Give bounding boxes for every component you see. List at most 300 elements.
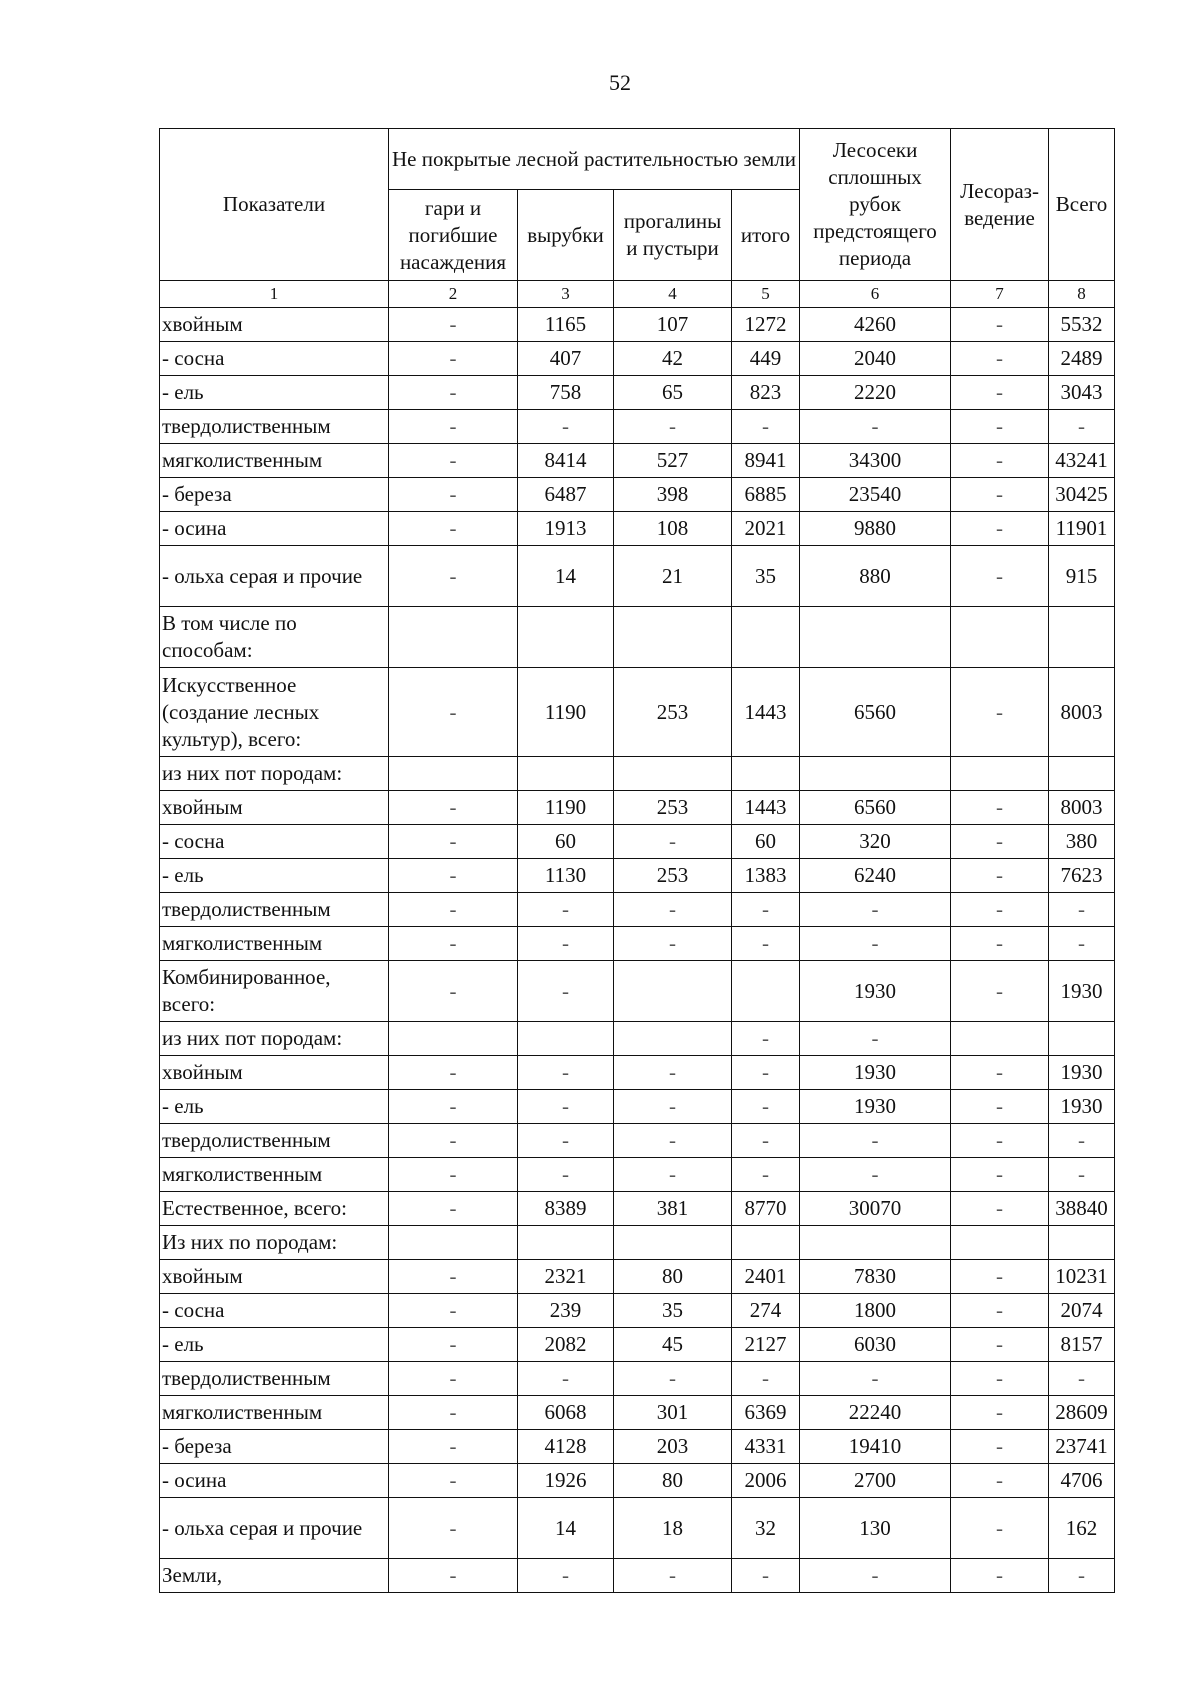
header-subtotal: итого [732,190,800,281]
table-row [160,668,1115,757]
table-row [160,444,1115,478]
table-cell: - [951,961,1049,1022]
table-cell [389,607,518,668]
header-clearings: вырубки [518,190,614,281]
table-cell: - [389,668,518,757]
table-cell: 2700 [800,1464,951,1498]
table-cell: - [518,961,614,1022]
table-cell: 823 [732,376,800,410]
row-label: - сосна [160,825,389,859]
table-cell: - [389,342,518,376]
table-cell: - [951,859,1049,893]
page-number: 52 [609,70,631,95]
table-cell [951,1226,1049,1260]
table-cell: - [800,1559,951,1593]
table-cell: - [951,1430,1049,1464]
table-row [160,308,1115,342]
table-cell: - [614,1090,732,1124]
table-cell: 6068 [518,1396,614,1430]
column-number-row [160,281,1115,308]
table-cell: - [800,1022,951,1056]
row-label: Естественное, всего: [160,1192,389,1226]
table-cell: 1190 [518,791,614,825]
table-cell: 2006 [732,1464,800,1498]
row-label: - сосна [160,342,389,376]
table-cell: - [732,1056,800,1090]
table-cell: - [518,410,614,444]
table-cell: 107 [614,308,732,342]
row-label: - ель [160,1090,389,1124]
column-number: 8 [1049,281,1115,308]
table-cell: 28609 [1049,1396,1115,1430]
table-cell [518,757,614,791]
row-label: твердолиственным [160,893,389,927]
table-cell: 42 [614,342,732,376]
table-cell: - [518,893,614,927]
table-cell: - [732,1022,800,1056]
table-cell: 30425 [1049,478,1115,512]
table-cell: - [518,1124,614,1158]
table-cell: - [614,1362,732,1396]
table-cell: - [614,893,732,927]
table-cell: - [951,1362,1049,1396]
table-cell: 80 [614,1464,732,1498]
table-cell [800,757,951,791]
table-cell: - [518,1362,614,1396]
table-cell: - [518,927,614,961]
table-cell: 239 [518,1294,614,1328]
table-cell: 23741 [1049,1430,1115,1464]
table-cell: 274 [732,1294,800,1328]
table-cell: 203 [614,1430,732,1464]
table-cell: 1930 [800,1090,951,1124]
table-cell: - [614,927,732,961]
table-row [160,1396,1115,1430]
table-cell: - [800,1362,951,1396]
table-cell: 32 [732,1498,800,1559]
column-number: 7 [951,281,1049,308]
table-row [160,1022,1115,1056]
row-label: - ольха серая и прочие [160,1498,389,1559]
table-cell: - [389,1430,518,1464]
table-cell: - [951,410,1049,444]
table-row [160,1362,1115,1396]
forest-regeneration-table [159,128,1115,1593]
row-label: твердолиственным [160,1362,389,1396]
table-cell: 43241 [1049,444,1115,478]
table-row [160,1430,1115,1464]
table-cell: - [614,1158,732,1192]
table-cell [951,757,1049,791]
table-cell: - [389,1294,518,1328]
table-cell: - [951,342,1049,376]
table-cell: - [800,1158,951,1192]
table-cell: 60 [732,825,800,859]
table-cell: - [614,1124,732,1158]
table-cell: 8770 [732,1192,800,1226]
row-label: Земли, [160,1559,389,1593]
table-cell: 1930 [1049,961,1115,1022]
table-cell: 1443 [732,668,800,757]
table-cell: - [518,1559,614,1593]
table-cell: 2401 [732,1260,800,1294]
table-cell: - [951,376,1049,410]
table-cell: 45 [614,1328,732,1362]
table-row [160,1559,1115,1593]
table-cell: - [951,1498,1049,1559]
table-cell: - [951,1158,1049,1192]
row-label: мягколиственным [160,1396,389,1430]
table-cell: - [951,825,1049,859]
row-label: - ель [160,1328,389,1362]
table-cell: 1272 [732,308,800,342]
table-cell: - [1049,927,1115,961]
table-cell: - [389,410,518,444]
table-cell: - [614,825,732,859]
table-cell [389,757,518,791]
table-row [160,961,1115,1022]
row-label: твердолиственным [160,1124,389,1158]
table-cell: 1930 [800,961,951,1022]
row-label: мягколиственным [160,1158,389,1192]
table-cell: 449 [732,342,800,376]
table-row [160,1158,1115,1192]
table-cell: 18 [614,1498,732,1559]
table-row [160,342,1115,376]
table-cell: - [389,791,518,825]
header-cutting-areas: Лесосеки сплошных рубок предстоящего периода [800,129,951,281]
table-cell: 23540 [800,478,951,512]
table-cell: - [732,927,800,961]
table-cell: 22240 [800,1396,951,1430]
table-row [160,1260,1115,1294]
table-cell: - [951,478,1049,512]
header-forest-breeding: Лесораз-ведение [951,129,1049,281]
table-cell: 8157 [1049,1328,1115,1362]
table-cell: - [951,1090,1049,1124]
table-cell: - [389,512,518,546]
table-cell: - [951,1328,1049,1362]
table-cell: 9880 [800,512,951,546]
table-cell: - [389,1559,518,1593]
table-cell: 1930 [1049,1090,1115,1124]
table-cell: - [518,1090,614,1124]
table-cell: - [389,546,518,607]
table-cell: 1383 [732,859,800,893]
table-cell: - [389,1396,518,1430]
table-cell: - [1049,893,1115,927]
table-cell: 8389 [518,1192,614,1226]
table-cell: - [951,308,1049,342]
table-cell: - [800,1124,951,1158]
table-cell: - [951,1260,1049,1294]
table-cell: 253 [614,668,732,757]
column-number: 4 [614,281,732,308]
table-cell: 2489 [1049,342,1115,376]
table-cell [614,1022,732,1056]
table-cell [614,961,732,1022]
table-cell: 35 [732,546,800,607]
column-number: 3 [518,281,614,308]
table-cell: - [518,1158,614,1192]
table-cell: - [389,444,518,478]
row-label: - береза [160,478,389,512]
table-cell: - [951,1056,1049,1090]
row-label: - ель [160,859,389,893]
row-label: - осина [160,512,389,546]
table-cell: 758 [518,376,614,410]
table-cell: - [389,859,518,893]
table-cell: - [389,825,518,859]
table-cell: - [951,927,1049,961]
table-cell: - [1049,1362,1115,1396]
table-cell: - [800,893,951,927]
table-cell: 5532 [1049,308,1115,342]
table-cell: - [732,1124,800,1158]
table-cell [951,607,1049,668]
table-cell: - [951,512,1049,546]
table-cell: 8414 [518,444,614,478]
row-label: мягколиственным [160,444,389,478]
table-row [160,791,1115,825]
table-cell: - [951,546,1049,607]
column-number: 5 [732,281,800,308]
table-cell [1049,1226,1115,1260]
table-row [160,607,1115,668]
table-cell [1049,607,1115,668]
table-cell: 2127 [732,1328,800,1362]
table-cell: - [951,1464,1049,1498]
table-cell: 253 [614,859,732,893]
table-row [160,927,1115,961]
table-cell: 19410 [800,1430,951,1464]
table-cell: - [732,1559,800,1593]
header-indicators: Показатели [160,129,389,281]
table-cell: - [389,1158,518,1192]
table-cell: - [389,308,518,342]
table-cell: 6560 [800,791,951,825]
table-cell: - [614,1559,732,1593]
table-cell: - [389,376,518,410]
table-cell: 2074 [1049,1294,1115,1328]
table-cell [732,1226,800,1260]
table-cell: 320 [800,825,951,859]
table-cell: - [951,1124,1049,1158]
table-cell: 1443 [732,791,800,825]
table-cell [614,757,732,791]
table-cell: 1913 [518,512,614,546]
table-cell: - [1049,410,1115,444]
table-cell: - [951,1559,1049,1593]
table-cell: - [389,893,518,927]
table-row [160,1124,1115,1158]
table-cell: 4260 [800,308,951,342]
table-cell: 6030 [800,1328,951,1362]
column-number: 6 [800,281,951,308]
table-cell: - [518,1056,614,1090]
table-cell [732,607,800,668]
row-label: - береза [160,1430,389,1464]
table-cell: 38840 [1049,1192,1115,1226]
table-row [160,1090,1115,1124]
table-row [160,1226,1115,1260]
table-cell: - [951,791,1049,825]
table-cell: - [732,1158,800,1192]
table-cell: 8003 [1049,791,1115,825]
table-cell: - [389,1124,518,1158]
table-cell: 7830 [800,1260,951,1294]
table-cell: 21 [614,546,732,607]
table-cell: 915 [1049,546,1115,607]
table-row [160,825,1115,859]
table-cell: 14 [518,546,614,607]
table-row [160,1192,1115,1226]
table-cell: - [1049,1158,1115,1192]
row-label: - сосна [160,1294,389,1328]
table-cell: 1800 [800,1294,951,1328]
table-cell: 4128 [518,1430,614,1464]
table-cell [800,1226,951,1260]
header-glades: прогалины и пустыри [614,190,732,281]
table-cell: - [389,961,518,1022]
table-cell: 34300 [800,444,951,478]
table-cell [614,607,732,668]
column-number: 1 [160,281,389,308]
table-cell: - [800,410,951,444]
table-cell: 527 [614,444,732,478]
table-cell: 1130 [518,859,614,893]
table-cell: 301 [614,1396,732,1430]
table-cell: 2220 [800,376,951,410]
table-cell [800,607,951,668]
table-cell: 65 [614,376,732,410]
table-cell: - [614,410,732,444]
row-label: В том числе по способам: [160,607,389,668]
table-cell: - [732,410,800,444]
table-row [160,1328,1115,1362]
table-row [160,546,1115,607]
table-cell: 1190 [518,668,614,757]
table-cell: - [951,1294,1049,1328]
header-total: Всего [1049,129,1115,281]
table-row [160,757,1115,791]
table-cell: - [732,1090,800,1124]
header-not-covered-lands: Не покрытые лесной растительностью земли [389,129,800,190]
table-cell: 2321 [518,1260,614,1294]
table-cell: - [389,1192,518,1226]
table-cell: 4331 [732,1430,800,1464]
table-cell: 11901 [1049,512,1115,546]
table-cell: 14 [518,1498,614,1559]
table-cell: 4706 [1049,1464,1115,1498]
row-label: хвойным [160,308,389,342]
table-cell [614,1226,732,1260]
table-cell: - [389,1362,518,1396]
table-cell: - [389,927,518,961]
table-cell: 8941 [732,444,800,478]
row-label: мягколиственным [160,927,389,961]
table-cell: - [389,1464,518,1498]
table-cell: 1165 [518,308,614,342]
column-number: 2 [389,281,518,308]
table-row [160,859,1115,893]
table-cell [518,1226,614,1260]
table-cell: 380 [1049,825,1115,859]
table-cell: - [389,1260,518,1294]
table-cell: 880 [800,546,951,607]
row-label: Комбинированное, всего: [160,961,389,1022]
table-row [160,1056,1115,1090]
table-cell: 6240 [800,859,951,893]
table-cell: 6560 [800,668,951,757]
table-cell: 407 [518,342,614,376]
table-row [160,1294,1115,1328]
row-label: хвойным [160,791,389,825]
row-label: - ольха серая и прочие [160,546,389,607]
table-cell: 80 [614,1260,732,1294]
row-label: - осина [160,1464,389,1498]
table-cell: 60 [518,825,614,859]
table-cell: 253 [614,791,732,825]
table-cell: 7623 [1049,859,1115,893]
table-row [160,478,1115,512]
table-cell: 108 [614,512,732,546]
table-cell: - [951,444,1049,478]
table-cell: 30070 [800,1192,951,1226]
table-row [160,512,1115,546]
table-row [160,1464,1115,1498]
table-cell: 2082 [518,1328,614,1362]
table-cell: - [1049,1559,1115,1593]
table-cell [518,607,614,668]
row-label: хвойным [160,1260,389,1294]
table-cell [1049,757,1115,791]
table-cell: 381 [614,1192,732,1226]
table-cell: - [389,1328,518,1362]
table-cell: - [1049,1124,1115,1158]
table-row [160,410,1115,444]
row-label: Искусственное (создание лесных культур), всего: [160,668,389,757]
table-cell: - [951,668,1049,757]
table-cell [732,757,800,791]
table-cell: 10231 [1049,1260,1115,1294]
table-row [160,1498,1115,1559]
table-cell: 162 [1049,1498,1115,1559]
table-cell: - [389,1498,518,1559]
table-cell: - [732,1362,800,1396]
table-cell: 398 [614,478,732,512]
header-burnt: гари и погибшие насаждения [389,190,518,281]
table-cell: - [389,1090,518,1124]
table-cell: 2021 [732,512,800,546]
table-cell [389,1022,518,1056]
table-cell: - [389,478,518,512]
table-cell [951,1022,1049,1056]
row-label: хвойным [160,1056,389,1090]
row-label: твердолиственным [160,410,389,444]
table-body [160,308,1115,1593]
row-label: - ель [160,376,389,410]
table-cell: 1930 [800,1056,951,1090]
table-cell [389,1226,518,1260]
table-cell: 3043 [1049,376,1115,410]
table-cell: 6487 [518,478,614,512]
table-cell [518,1022,614,1056]
table-cell [732,961,800,1022]
table-cell: 1930 [1049,1056,1115,1090]
table-cell: - [951,1396,1049,1430]
table-cell: - [389,1056,518,1090]
